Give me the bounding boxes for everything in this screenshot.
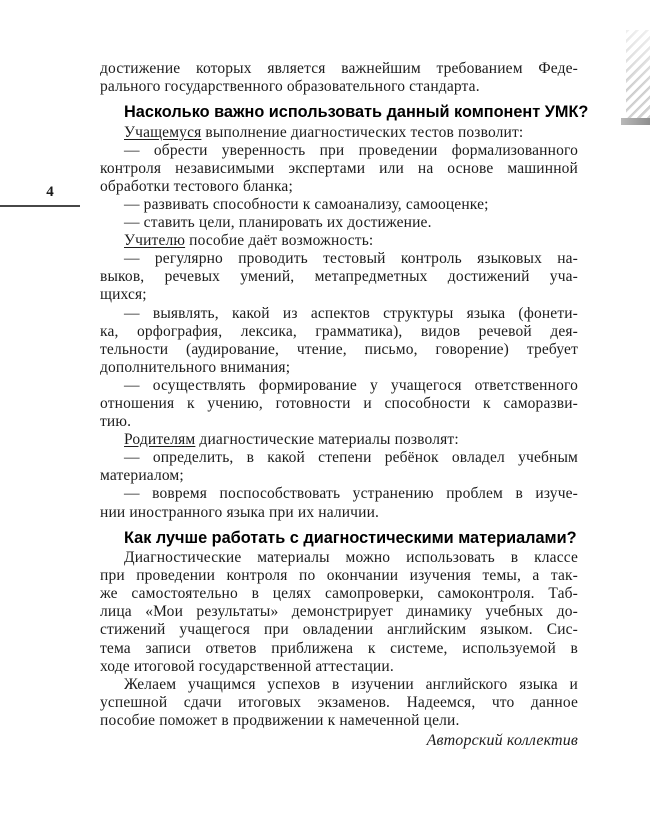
text-line: же самостоятельно в целях самопроверки, самоконтроля. Таб- [100,585,578,603]
text-line: тию. [100,413,132,431]
paragraph [100,305,578,377]
text-line: Желаем учащимся успехов в изучении английского языка и [124,675,578,693]
text-line: обработки тестового бланка; [100,177,293,195]
paragraph [100,60,578,96]
text-line: ка, орфография, лексика, грамматика), видов речевой дея- [100,322,578,340]
text-line: — вовремя поспособствовать устранению проблем в изуче- [124,485,578,503]
text-line: — регулярно проводить тестовый контроль языковых на- [124,250,578,268]
text-line: Родителям диагностические материалы позволят: [124,431,459,449]
text-line: тельности (аудирование, чтение, письмо, говорение) требует [100,340,578,358]
text-line: пособие поможет в продвижении к намеченной цели. [100,711,460,729]
section-heading: Насколько важно использовать данный компонент УМК? [124,103,589,122]
text-line: стижений учащегося при овладении английским языком. Сис- [100,621,578,639]
corner-bar-decoration [621,118,650,125]
author-signature: Авторский коллектив [426,732,578,749]
text-line: выков, речевых умений, метапредметных достижений уча- [100,268,578,286]
paragraph [100,449,578,485]
section-heading: Как лучше работать с диагностическими материалами? [124,528,577,547]
text-line: тема записи ответов приближена к системе, используемой в [100,639,578,657]
paragraph [100,232,578,250]
text-line: материалом; [100,467,184,485]
text-line: отношения к учению, готовности и способности к саморазви- [100,395,578,412]
text-line: — ставить цели, планировать их достижение. [124,214,432,232]
paragraph [100,431,578,449]
text-line: щихся; [100,286,147,304]
text-line: рального государственного образовательного стандарта. [100,78,480,96]
text-line: дополнительного внимания; [100,358,291,376]
corner-stripes-decoration [626,30,650,118]
text-line: — выявлять, какой из аспектов структуры языка (фонети- [124,304,578,322]
paragraph [100,142,578,196]
page-number: 4 [46,184,54,200]
paragraph [100,377,578,431]
text-line: достижение которых является важнейшим требованием Феде- [100,60,578,77]
text-line: — определить, в какой степени ребёнок овладел учебным [124,449,578,467]
text-line: контроля независимыми экспертами или на основе машинной [100,159,578,177]
text-line: Диагностические материалы можно использовать в классе [124,549,578,567]
text-line: при проведении контроля по окончании изучения темы, а так- [100,567,578,585]
text-line: Учащемуся выполнение диагностических тестов позволит: [124,123,524,141]
paragraph [100,214,578,232]
text-line: — обрести уверенность при проведении формализованного [124,141,578,159]
paragraph [100,196,578,214]
text-line: лица «Мои результаты» демонстрирует динамику учебных до- [100,603,578,621]
text-line: Учителю пособие даёт возможность: [124,232,374,250]
paragraph [100,124,578,142]
paragraph [100,676,578,730]
page-number-rule [0,205,80,207]
paragraph [100,250,578,304]
paragraph [100,485,578,521]
text-line: — осуществлять формирование у учащегося ответственного [124,376,578,394]
paragraph [100,549,578,676]
text-line: успешной сдачи итоговых экзаменов. Надеемся, что данное [100,693,578,711]
text-line: нии иностранного языка при их наличии. [100,503,380,521]
text-line: ходе итоговой государственной аттестации. [100,657,394,675]
text-line: — развивать способности к самоанализу, самооценке; [124,195,489,213]
text-column [100,60,589,750]
